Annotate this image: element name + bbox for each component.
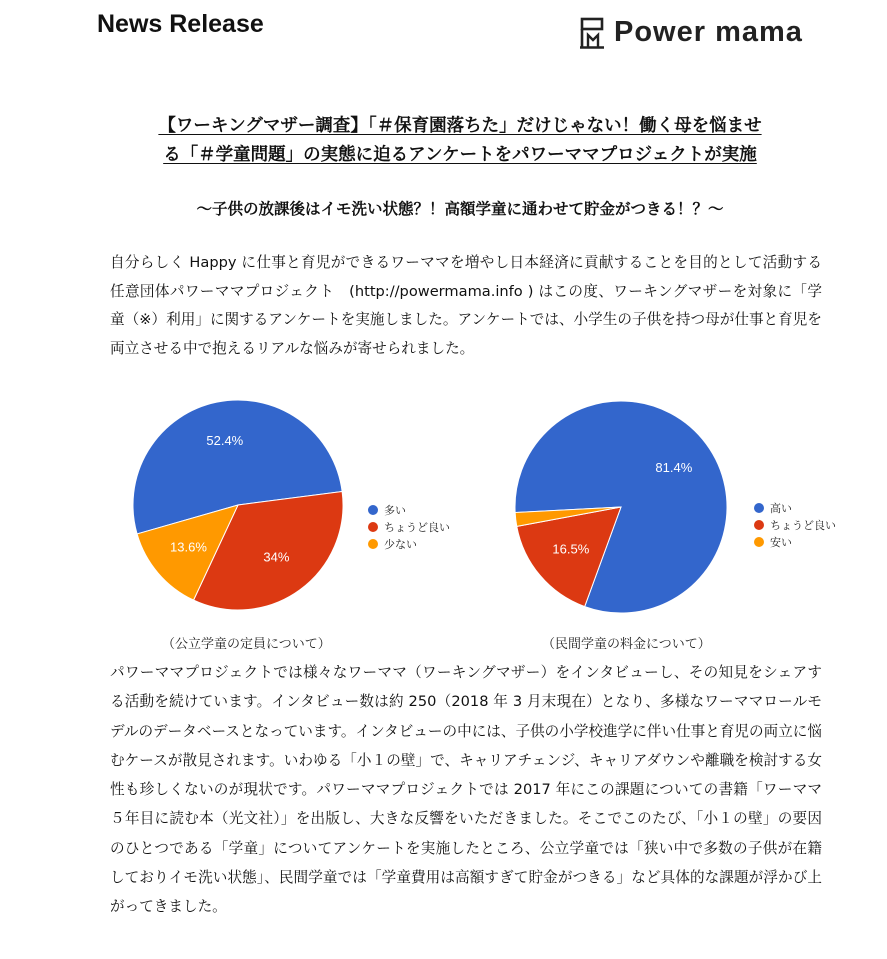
legend-marker-1 [754, 503, 764, 513]
body-paragraph: パワーママプロジェクトでは様々なワーママ（ワーキングマザー）をインタビューし、その知見をシェアする活動を続けています。インタビュー数は約 250（2018 年 3 月末現在）となり、多様なワーママロールモデルのデータベースとなっています。インタビューの中には、子供の小学校進学に伴い仕事と育児の両立に悩むケースが散見されます。いわゆる「小１の壁」で、キャリアチェンジ、キャリアダウンや離職を検討する女性も珍しくないのが現状です。パワーママプロジェクトでは 2017 年にこの課題についての書籍「ワーママ５年目に読む本（光文社）」を出版し、大きな反響をいただきました。そこでこのたび、「小１の壁」の要因のひとつである「学童」についてアンケートを実施したところ、公立学童では「狭い中で多数の子供が在籍しておりイモ洗い状態」、民間学童では「学童費用は高額すぎて貯金がつきる」など具体的な課題が浮かび上がってきました。 [110, 664, 822, 916]
power-mama-logo-icon [580, 17, 606, 49]
legend-label-3: 少ない [384, 538, 417, 551]
chart-caption-private: （民間学童の料金について） [542, 637, 711, 652]
press-title [100, 112, 820, 170]
pie-chart-public [110, 400, 470, 650]
pie-slice-label-3: 13.6% [170, 539, 207, 555]
brand-name: Power mama [614, 16, 803, 48]
pie-slice-label-2: 34% [263, 549, 290, 565]
legend-label-3: 安い [770, 536, 792, 549]
chart-caption-public: （公立学童の定員について） [162, 637, 331, 652]
legend-label-2: ちょうど良い [384, 521, 450, 534]
press-title-line-2: る「＃学童問題」の実態に迫るアンケートをパワーママプロジェクトが実施 [163, 145, 757, 165]
legend-marker-3 [754, 537, 764, 547]
public-gakudo-capacity-chart [110, 400, 470, 650]
press-title-line-1: 【ワーキングマザー調査】「＃保育園落ちた」だけじゃない！働く母を悩ませ [158, 116, 762, 136]
press-subtitle: ～子供の放課後はイモ洗い状態？！高額学童に通わせて貯金がつきる！？～ [196, 200, 724, 218]
news-release-label: News Release [97, 10, 264, 38]
legend-label-1: 高い [770, 502, 792, 515]
brand-logo [580, 16, 803, 49]
pie-slice-label-2: 16.5% [552, 541, 590, 557]
legend-label-1: 多い [384, 504, 406, 517]
legend-marker-1 [368, 505, 378, 515]
private-gakudo-fee-chart [500, 395, 860, 650]
legend-label-2: ちょうど良い [770, 519, 836, 532]
legend-marker-3 [368, 539, 378, 549]
pie-slice-label-1: 81.4% [655, 459, 693, 475]
pie-chart-private [500, 395, 860, 650]
legend-marker-2 [754, 520, 764, 530]
pie-slice-label-1: 52.4% [206, 433, 244, 449]
legend-marker-2 [368, 522, 378, 532]
intro-paragraph: 自分らしく Happy に仕事と育児ができるワーママを増やし日本経済に貢献することを目的として活動する任意団体パワーママプロジェクト (http://powermama.info ) はこの度、ワーキングマザーを対象に「学童（※）利用」に関するアンケートを実施しました。アンケートでは、小学生の子供を持つ母が仕事と育児を両立させる中で抱えるリアルな悩みが寄せられました。 [110, 254, 822, 357]
